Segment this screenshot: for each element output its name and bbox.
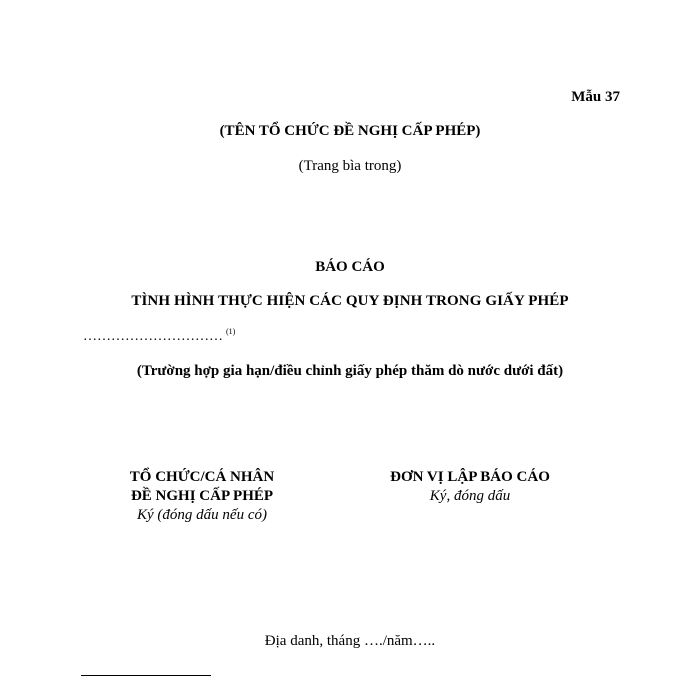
form-number: Mẫu 37 <box>571 89 620 105</box>
signature-block-report-unit <box>370 468 570 506</box>
footnote-divider <box>81 675 211 676</box>
organization-name-placeholder: (TÊN TỔ CHỨC ĐỀ NGHỊ CẤP PHÉP) <box>219 123 481 139</box>
report-subtitle: TÌNH HÌNH THỰC HIỆN CÁC QUY ĐỊNH TRONG GIẤY PHÉP <box>131 293 569 309</box>
signature-block-applicant <box>102 468 302 525</box>
applicant-title-line2: ĐỀ NGHỊ CẤP PHÉP <box>130 488 274 504</box>
footnote-marker: (1) <box>226 327 236 336</box>
report-unit-sign-note: Ký, đóng dấu <box>429 488 511 504</box>
place-and-date: Địa danh, tháng …./năm….. <box>264 633 436 649</box>
case-note: (Trường hợp gia hạn/điều chỉnh giấy phép thăm dò nước dưới đất) <box>136 363 564 379</box>
applicant-sign-note: Ký (đóng dấu nếu có) <box>137 507 267 523</box>
applicant-title-line1: TỔ CHỨC/CÁ NHÂN <box>129 469 275 485</box>
report-unit-title: ĐƠN VỊ LẬP BÁO CÁO <box>390 469 550 485</box>
inner-cover-note: (Trang bìa trong) <box>298 158 402 174</box>
report-title: BÁO CÁO <box>315 259 385 275</box>
dotted-blank: ………………………… <box>83 329 223 344</box>
permit-name-blank <box>83 327 235 345</box>
